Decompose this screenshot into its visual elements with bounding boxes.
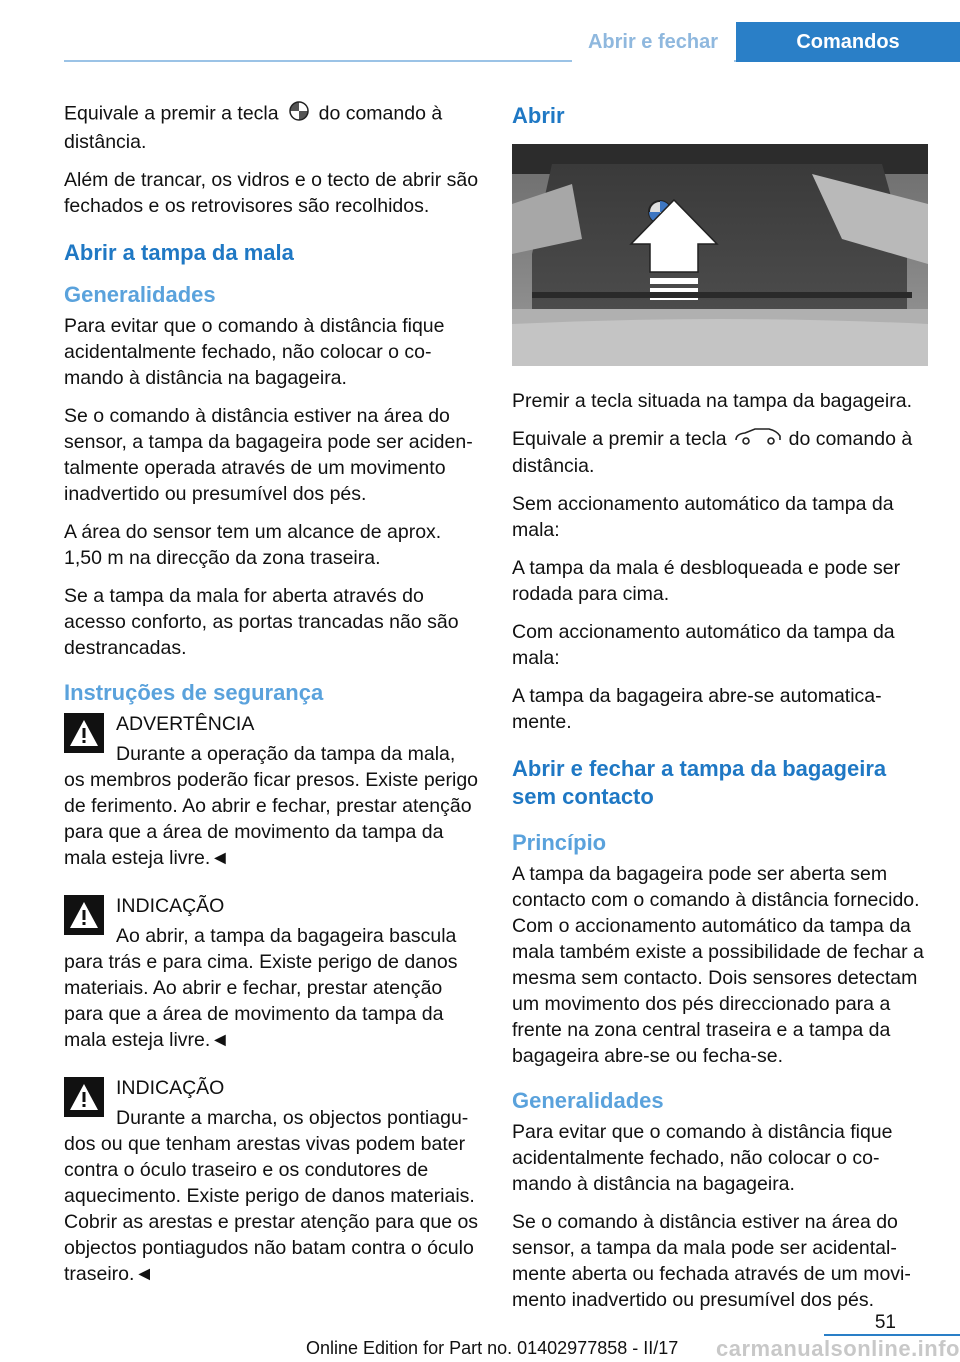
paragraph: Premir a tecla situada na tampa da bagageira.: [512, 390, 912, 412]
right-column: [512, 100, 928, 1325]
paragraph: A tampa da bagageira abre-se automaticamente.: [512, 685, 882, 734]
heading-safety: Instruções de segurança: [64, 680, 324, 705]
notice-block: [64, 893, 480, 1053]
warning-triangle-icon: [64, 895, 104, 935]
paragraph: Além de trancar, os vidros e o tecto de abrir são fechados e os retrovisores são recolhidos.: [64, 169, 479, 217]
paragraph: Para evitar que o comando à distância fique acidentalmente fechado, não colocar o comando à distância na bagageira.: [512, 1121, 893, 1196]
page-number: 51: [874, 1312, 896, 1333]
paragraph: A tampa da bagageira pode ser aberta sem contacto com o comando à distância fornecido. Com o accionamento automático da tampa da mala também existe a possibilidade de fechar a mesma sem contacto. Dois sensores detectam um movimento dos pés direccionado para a frente na zona central traseira e a tampa da bagageira abre-se ou fecha-se.: [512, 863, 924, 1068]
paragraph: Se o comando à distância estiver na área do sensor, a tampa da bagageira pode ser acidentalmente operada através de um movimento inadvertido ou presumível dos pés.: [64, 405, 473, 505]
warning-triangle-icon: [64, 1077, 104, 1117]
lock-equivalent-text: [64, 100, 480, 155]
remote-trunk-button-icon: [733, 426, 783, 453]
chapter-label: Comandos: [736, 22, 960, 62]
notice-title: INDICAÇÃO: [116, 1077, 225, 1099]
notice-body: Durante a marcha, os objectos pontiagudos ou que tenham arestas vivas podem bater contra o óculo traseiro e os condutores de aquecimento. Existe perigo de danos materiais. Cobrir as arestas e prestar atenção para que os objectos pontiagudos não batam contra o óculo traseiro.◄: [64, 1107, 479, 1285]
warning-block: [64, 711, 480, 871]
heading-general: Generalidades: [512, 1088, 664, 1114]
text-fragment: do comando à distância.: [64, 102, 443, 153]
edition-footer: Online Edition for Part no. 01402977858 - II/17: [306, 1338, 679, 1358]
left-column: [64, 100, 480, 1299]
notice-title: INDICAÇÃO: [116, 895, 225, 917]
heading-contactless: Abrir e fechar a tampa da bagageira sem contacto: [512, 756, 887, 810]
paragraph: Se a tampa da mala for aberta através do acesso conforto, as portas trancadas não são destrancadas.: [64, 585, 459, 659]
tailgate-photo: [512, 144, 928, 366]
paragraph: A tampa da mala é desbloqueada e pode ser rodada para cima.: [512, 557, 901, 606]
text-fragment: Equivale a premir a tecla: [64, 102, 279, 125]
notice-block: [64, 1075, 480, 1287]
remote-lock-button-icon: [285, 100, 313, 129]
notice-body: Ao abrir, a tampa da bagageira bascula para trás e para cima. Existe perigo de danos materiais. Ao abrir e fechar, prestar atenção para que a área de movimento da tampa da mala esteja livre.◄: [64, 925, 458, 1051]
paragraph: Sem accionamento automático da tampa da mala:: [512, 493, 894, 542]
trunk-equivalent-text: [512, 426, 928, 479]
section-label: Abrir e fechar: [572, 22, 734, 62]
paragraph: A área do sensor tem um alcance de aprox. 1,50 m na direcção da zona traseira.: [64, 521, 442, 569]
heading-general: Generalidades: [64, 282, 216, 307]
warning-title: ADVERTÊNCIA: [116, 713, 255, 735]
paragraph: Para evitar que o comando à distância fique acidentalmente fechado, não colocar o comando à distância na bagageira.: [64, 315, 445, 389]
warning-triangle-icon: [64, 713, 104, 753]
heading-open: Abrir: [512, 103, 565, 128]
text-fragment: Equivale a premir a tecla: [512, 428, 727, 450]
heading-principle: Princípio: [512, 830, 607, 856]
heading-open-trunk: Abrir a tampa da mala: [64, 240, 294, 265]
watermark: carmanualsonline.info: [716, 1336, 960, 1361]
paragraph: Com accionamento automático da tampa da mala:: [512, 621, 895, 670]
text-fragment: do comando à distância.: [512, 428, 913, 478]
warning-body: Durante a operação da tampa da mala, os membros poderão ficar presos. Existe perigo de ferimento. Ao abrir e fechar, prestar atenção para que a área de movimento da tampa da mala esteja livre.◄: [64, 743, 479, 869]
paragraph: Se o comando à distância estiver na área do sensor, a tampa da mala pode ser acidentalmente aberta ou fechada através de um movimento inadvertido ou presumível dos pés.: [512, 1211, 911, 1312]
